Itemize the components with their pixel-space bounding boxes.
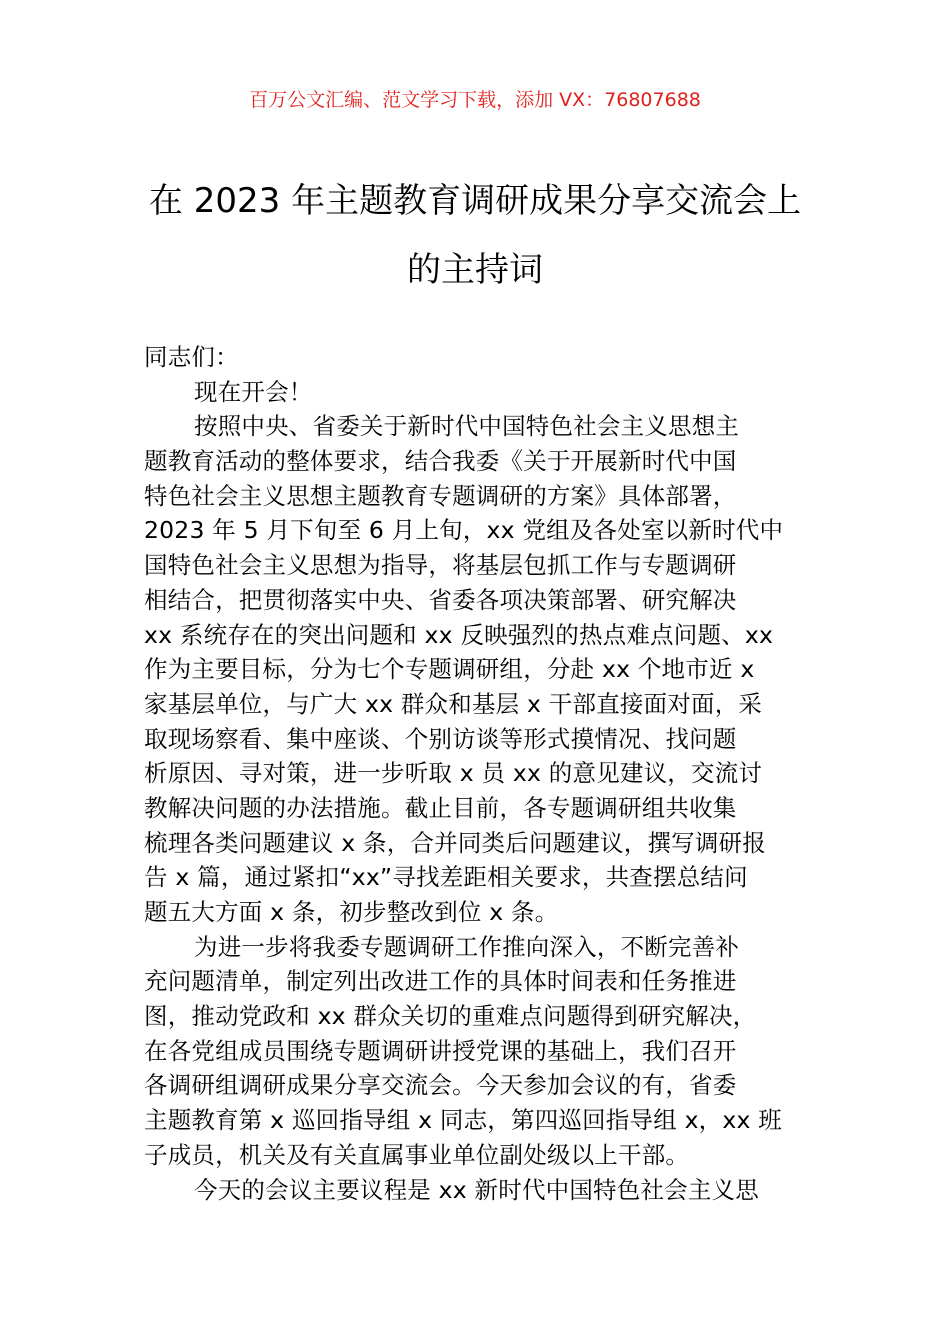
text-line: 特色社会主义思想主题教育专题调研的方案》具体部署， bbox=[144, 481, 737, 510]
document-title-line-2: 的主持词 bbox=[407, 250, 543, 290]
document-title-line-1: 在 2023 年主题教育调研成果分享交流会上 bbox=[148, 181, 802, 221]
text-line: 析原因、寻对策，进一步听取 x 员 xx 的意见建议，交流讨 bbox=[144, 759, 763, 788]
text-line: 在各党组成员围绕专题调研讲授党课的基础上，我们召开 bbox=[144, 1036, 737, 1065]
document-body bbox=[144, 340, 844, 1207]
paragraph bbox=[144, 930, 844, 1173]
text-line: 今天的会议主要议程是 xx 新时代中国特色社会主义思 bbox=[194, 1175, 759, 1204]
watermark-header: 百万公文汇编、范文学习下载，添加 VX：76807688 bbox=[249, 89, 701, 111]
text-line: 告 x 篇，通过紧扣“xx”寻找差距相关要求，共查摆总结问 bbox=[144, 863, 748, 892]
salutation: 同志们： bbox=[144, 343, 239, 371]
text-line: 现在开会！ bbox=[194, 377, 313, 406]
text-line: 取现场察看、集中座谈、个别访谈等形式摸情况、找问题 bbox=[144, 724, 737, 753]
paragraph bbox=[144, 409, 844, 929]
paragraph bbox=[144, 375, 844, 410]
text-line: 各调研组调研成果分享交流会。今天参加会议的有，省委 bbox=[144, 1071, 737, 1100]
text-line: 梳理各类问题建议 x 条，合并同类后问题建议，撰写调研报 bbox=[144, 828, 766, 857]
text-line: 国特色社会主义思想为指导，将基层包抓工作与专题调研 bbox=[144, 551, 737, 580]
text-line: 相结合，把贯彻落实中央、省委各项决策部署、研究解决 bbox=[144, 585, 737, 614]
text-line: 教解决问题的办法措施。截止目前，各专题调研组共收集 bbox=[144, 793, 737, 822]
text-line: 子成员，机关及有关直属事业单位副处级以上干部。 bbox=[144, 1140, 690, 1169]
text-line: 家基层单位，与广大 xx 群众和基层 x 干部直接面对面，采 bbox=[144, 689, 763, 718]
text-line: 题五大方面 x 条，初步整改到位 x 条。 bbox=[144, 898, 559, 926]
text-line: 2023 年 5 月下旬至 6 月上旬，xx 党组及各处室以新时代中 bbox=[144, 516, 784, 545]
text-line: xx 系统存在的突出问题和 xx 反映强烈的热点难点问题、xx bbox=[144, 620, 774, 649]
text-line: 充问题清单，制定列出改进工作的具体时间表和任务推进 bbox=[144, 967, 737, 996]
text-line: 作为主要目标，分为七个专题调研组，分赴 xx 个地市近 x bbox=[144, 655, 755, 684]
text-line: 图，推动党政和 xx 群众关切的重难点问题得到研究解决， bbox=[144, 1002, 757, 1031]
text-line: 题教育活动的整体要求，结合我委《关于开展新时代中国 bbox=[144, 447, 737, 476]
text-line: 按照中央、省委关于新时代中国特色社会主义思想主 bbox=[194, 412, 740, 441]
text-line: 主题教育第 x 巡回指导组 x 同志，第四巡回指导组 x，xx 班 bbox=[144, 1106, 782, 1135]
text-line: 为进一步将我委专题调研工作推向深入，不断完善补 bbox=[194, 932, 740, 961]
paragraph bbox=[144, 1173, 844, 1208]
